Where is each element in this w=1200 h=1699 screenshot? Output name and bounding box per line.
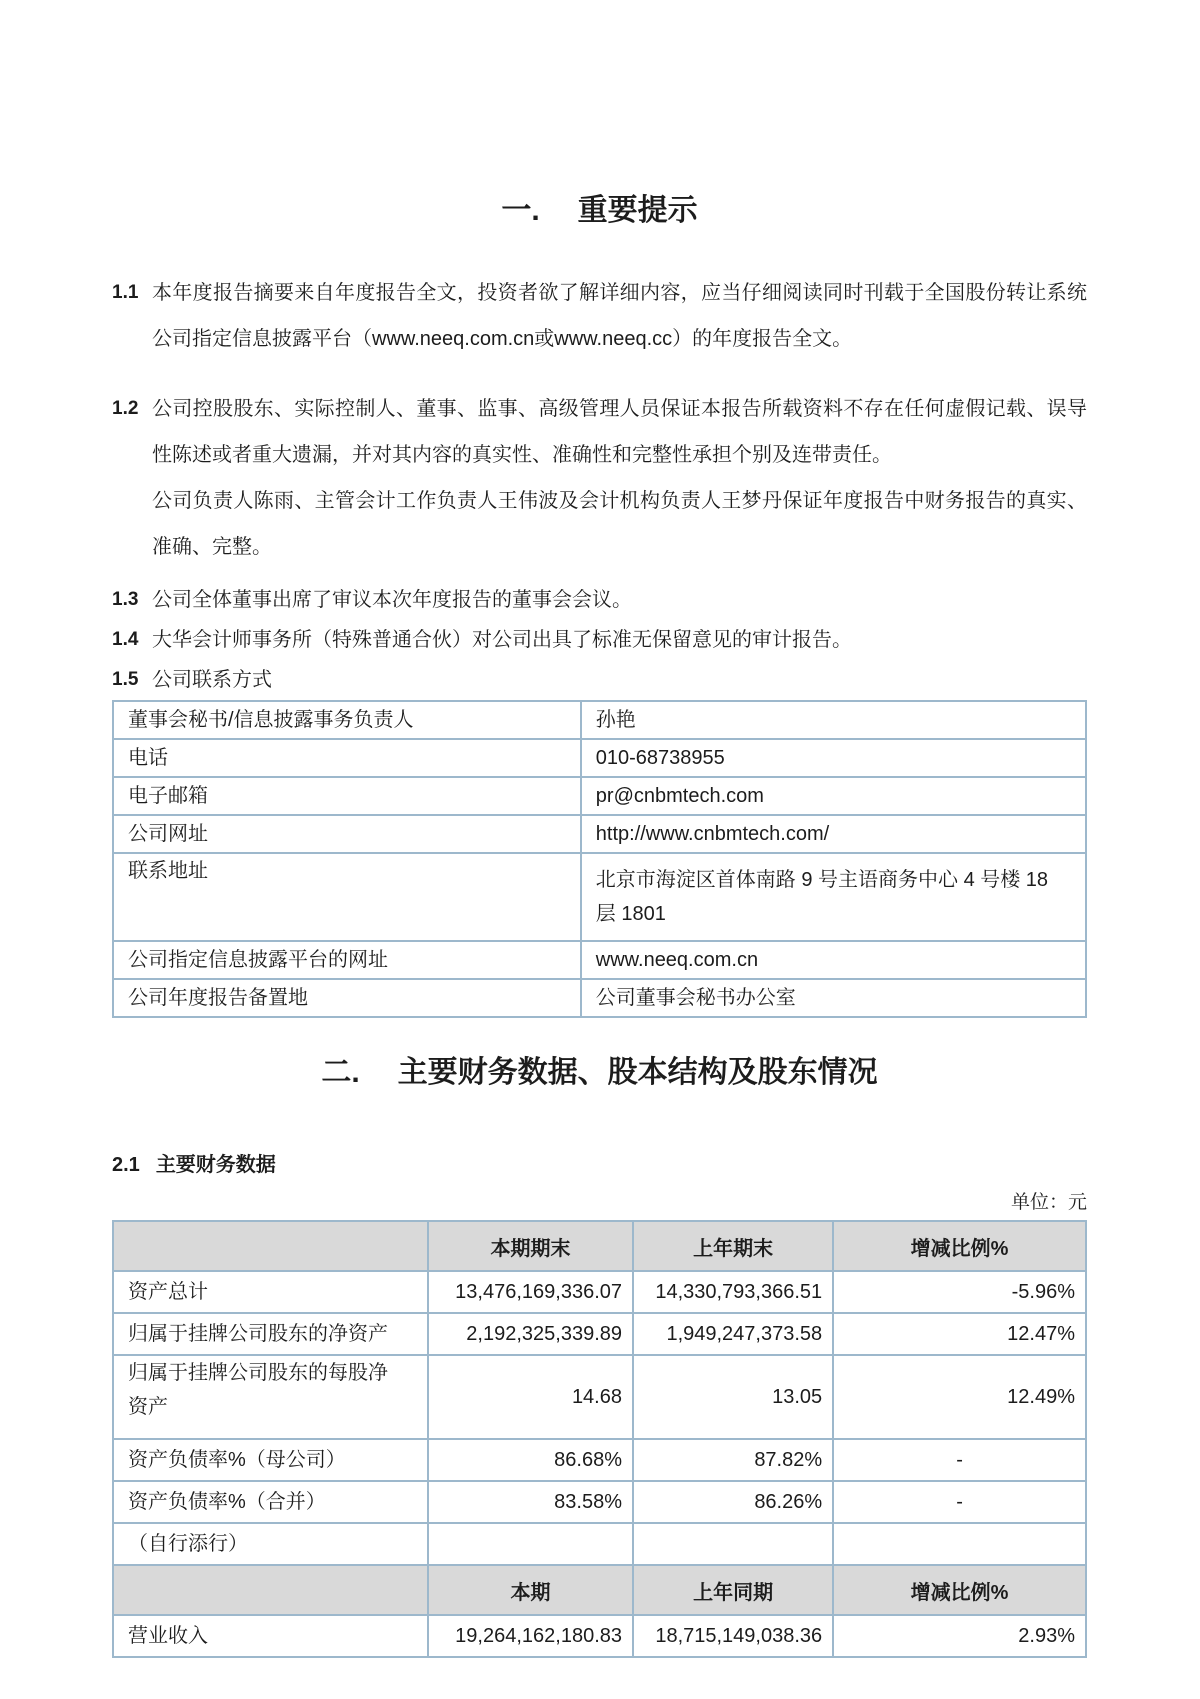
row-label-cell: 资产总计 (113, 1271, 428, 1313)
item-paragraph: 公司负责人陈雨、主管会计工作负责人王伟波及会计机构负责人王梦丹保证年度报告中财务报告的真实、准确、完整。 (152, 490, 1087, 558)
table-row (113, 1313, 1086, 1355)
header-cell-current-period: 本期 (428, 1565, 633, 1615)
change-value-cell: -5.96% (833, 1271, 1086, 1313)
header-cell-prior-period: 上年同期 (633, 1565, 833, 1615)
subsection-text: 主要财务数据 (155, 1154, 276, 1176)
change-value-cell (833, 1523, 1086, 1565)
prior-value-cell (633, 1523, 833, 1565)
table-row (113, 1481, 1086, 1523)
row-value-cell: 北京市海淀区首体南路 9 号主语商务中心 4 号楼 18 层 1801 (581, 853, 1086, 941)
header-cell-blank (113, 1221, 428, 1271)
subsection-2-1-heading (112, 1150, 1087, 1180)
table-row (113, 1439, 1086, 1481)
section-one-title (112, 190, 1087, 232)
table-row (113, 941, 1086, 979)
subsection-number: 2.1 (112, 1154, 140, 1176)
row-label-cell: 联系地址 (113, 853, 581, 941)
row-value-cell: 公司董事会秘书办公室 (581, 979, 1086, 1017)
company-contact-table (112, 700, 1087, 1018)
section-two-title-number: 二. (321, 1056, 360, 1089)
table-row (113, 815, 1086, 853)
row-label-cell: 公司网址 (113, 815, 581, 853)
row-label-cell: 公司年度报告备置地 (113, 979, 581, 1017)
prior-value-cell: 13.05 (633, 1355, 833, 1439)
current-value-cell: 13,476,169,336.07 (428, 1271, 633, 1313)
row-label-cell: 董事会秘书/信息披露事务负责人 (113, 701, 581, 739)
prior-value-cell: 86.26% (633, 1481, 833, 1523)
prior-value-cell: 87.82% (633, 1439, 833, 1481)
row-value-cell: www.neeq.com.cn (581, 941, 1086, 979)
table-row (113, 739, 1086, 777)
current-value-cell (428, 1523, 633, 1565)
item-number: 1.2 (112, 398, 139, 419)
item-paragraph: 公司控股股东、实际控制人、董事、监事、高级管理人员保证本报告所载资料不存在任何虚假记载、误导性陈述或者重大遗漏，并对其内容的真实性、准确性和完整性承担个别及连带责任。 (152, 398, 1087, 466)
row-label-cell: 电话 (113, 739, 581, 777)
section-two-title (112, 1052, 1087, 1094)
current-value-cell: 86.68% (428, 1439, 633, 1481)
item-number: 1.3 (112, 589, 139, 610)
prior-value-cell: 1,949,247,373.58 (633, 1313, 833, 1355)
row-label-cell: 归属于挂牌公司股东的每股净资产 (113, 1355, 428, 1439)
table-header-row (113, 1565, 1086, 1615)
list-item-1-3 (112, 580, 1087, 620)
table-row (113, 1355, 1086, 1439)
row-value-cell: 孙艳 (581, 701, 1086, 739)
item-text: 公司联系方式 (152, 669, 272, 691)
list-item-1-4 (112, 620, 1087, 660)
table-row (113, 701, 1086, 739)
table-row (113, 1271, 1086, 1313)
row-value-cell: 010-68738955 (581, 739, 1086, 777)
row-label-cell: 电子邮箱 (113, 777, 581, 815)
table-row (113, 979, 1086, 1017)
header-cell-current-period-end: 本期期末 (428, 1221, 633, 1271)
change-value-cell: - (833, 1481, 1086, 1523)
list-item-1-1 (112, 270, 1087, 362)
current-value-cell: 19,264,162,180.83 (428, 1615, 633, 1657)
change-value-cell: 12.49% (833, 1355, 1086, 1439)
table-row (113, 777, 1086, 815)
header-cell-change-ratio: 增减比例% (833, 1565, 1086, 1615)
table-row (113, 853, 1086, 941)
section-one-title-text: 重要提示 (577, 194, 698, 227)
item-text: 大华会计师事务所（特殊普通合伙）对公司出具了标准无保留意见的审计报告。 (152, 629, 852, 651)
item-number: 1.1 (112, 282, 139, 303)
table-row (113, 1523, 1086, 1565)
item-number: 1.4 (112, 629, 139, 650)
section-two-title-text: 主要财务数据、股本结构及股东情况 (397, 1056, 878, 1089)
item-text (152, 386, 1087, 570)
row-label-cell: 公司指定信息披露平台的网址 (113, 941, 581, 979)
change-value-cell: - (833, 1439, 1086, 1481)
current-value-cell: 83.58% (428, 1481, 633, 1523)
table-row (113, 1615, 1086, 1657)
table-header-row (113, 1221, 1086, 1271)
current-value-cell: 14.68 (428, 1355, 633, 1439)
key-financial-data-table (112, 1220, 1087, 1658)
change-value-cell: 12.47% (833, 1313, 1086, 1355)
header-cell-blank (113, 1565, 428, 1615)
prior-value-cell: 18,715,149,038.36 (633, 1615, 833, 1657)
list-item-1-5 (112, 660, 1087, 700)
row-label-cell: 营业收入 (113, 1615, 428, 1657)
prior-value-cell: 14,330,793,366.51 (633, 1271, 833, 1313)
row-label-cell: 归属于挂牌公司股东的净资产 (113, 1313, 428, 1355)
row-value-cell: http://www.cnbmtech.com/ (581, 815, 1086, 853)
list-item-1-2 (112, 386, 1087, 570)
item-text: 本年度报告摘要来自年度报告全文，投资者欲了解详细内容，应当仔细阅读同时刊载于全国股份转让系统公司指定信息披露平台（www.neeq.com.cn或www.neeq.cc）的年度报告全文。 (152, 282, 1087, 350)
unit-label: 单位：元 (1010, 1192, 1087, 1213)
current-value-cell: 2,192,325,339.89 (428, 1313, 633, 1355)
item-text: 公司全体董事出席了审议本次年度报告的董事会会议。 (152, 589, 632, 611)
row-value-cell: pr@cnbmtech.com (581, 777, 1086, 815)
header-cell-prior-period-end: 上年期末 (633, 1221, 833, 1271)
row-label-cell: （自行添行） (113, 1523, 428, 1565)
section-one-title-number: 一. (501, 194, 540, 227)
row-label-cell: 资产负债率%（合并） (113, 1481, 428, 1523)
change-value-cell: 2.93% (833, 1615, 1086, 1657)
header-cell-change-ratio: 增减比例% (833, 1221, 1086, 1271)
item-number: 1.5 (112, 669, 139, 690)
row-label-cell: 资产负债率%（母公司） (113, 1439, 428, 1481)
